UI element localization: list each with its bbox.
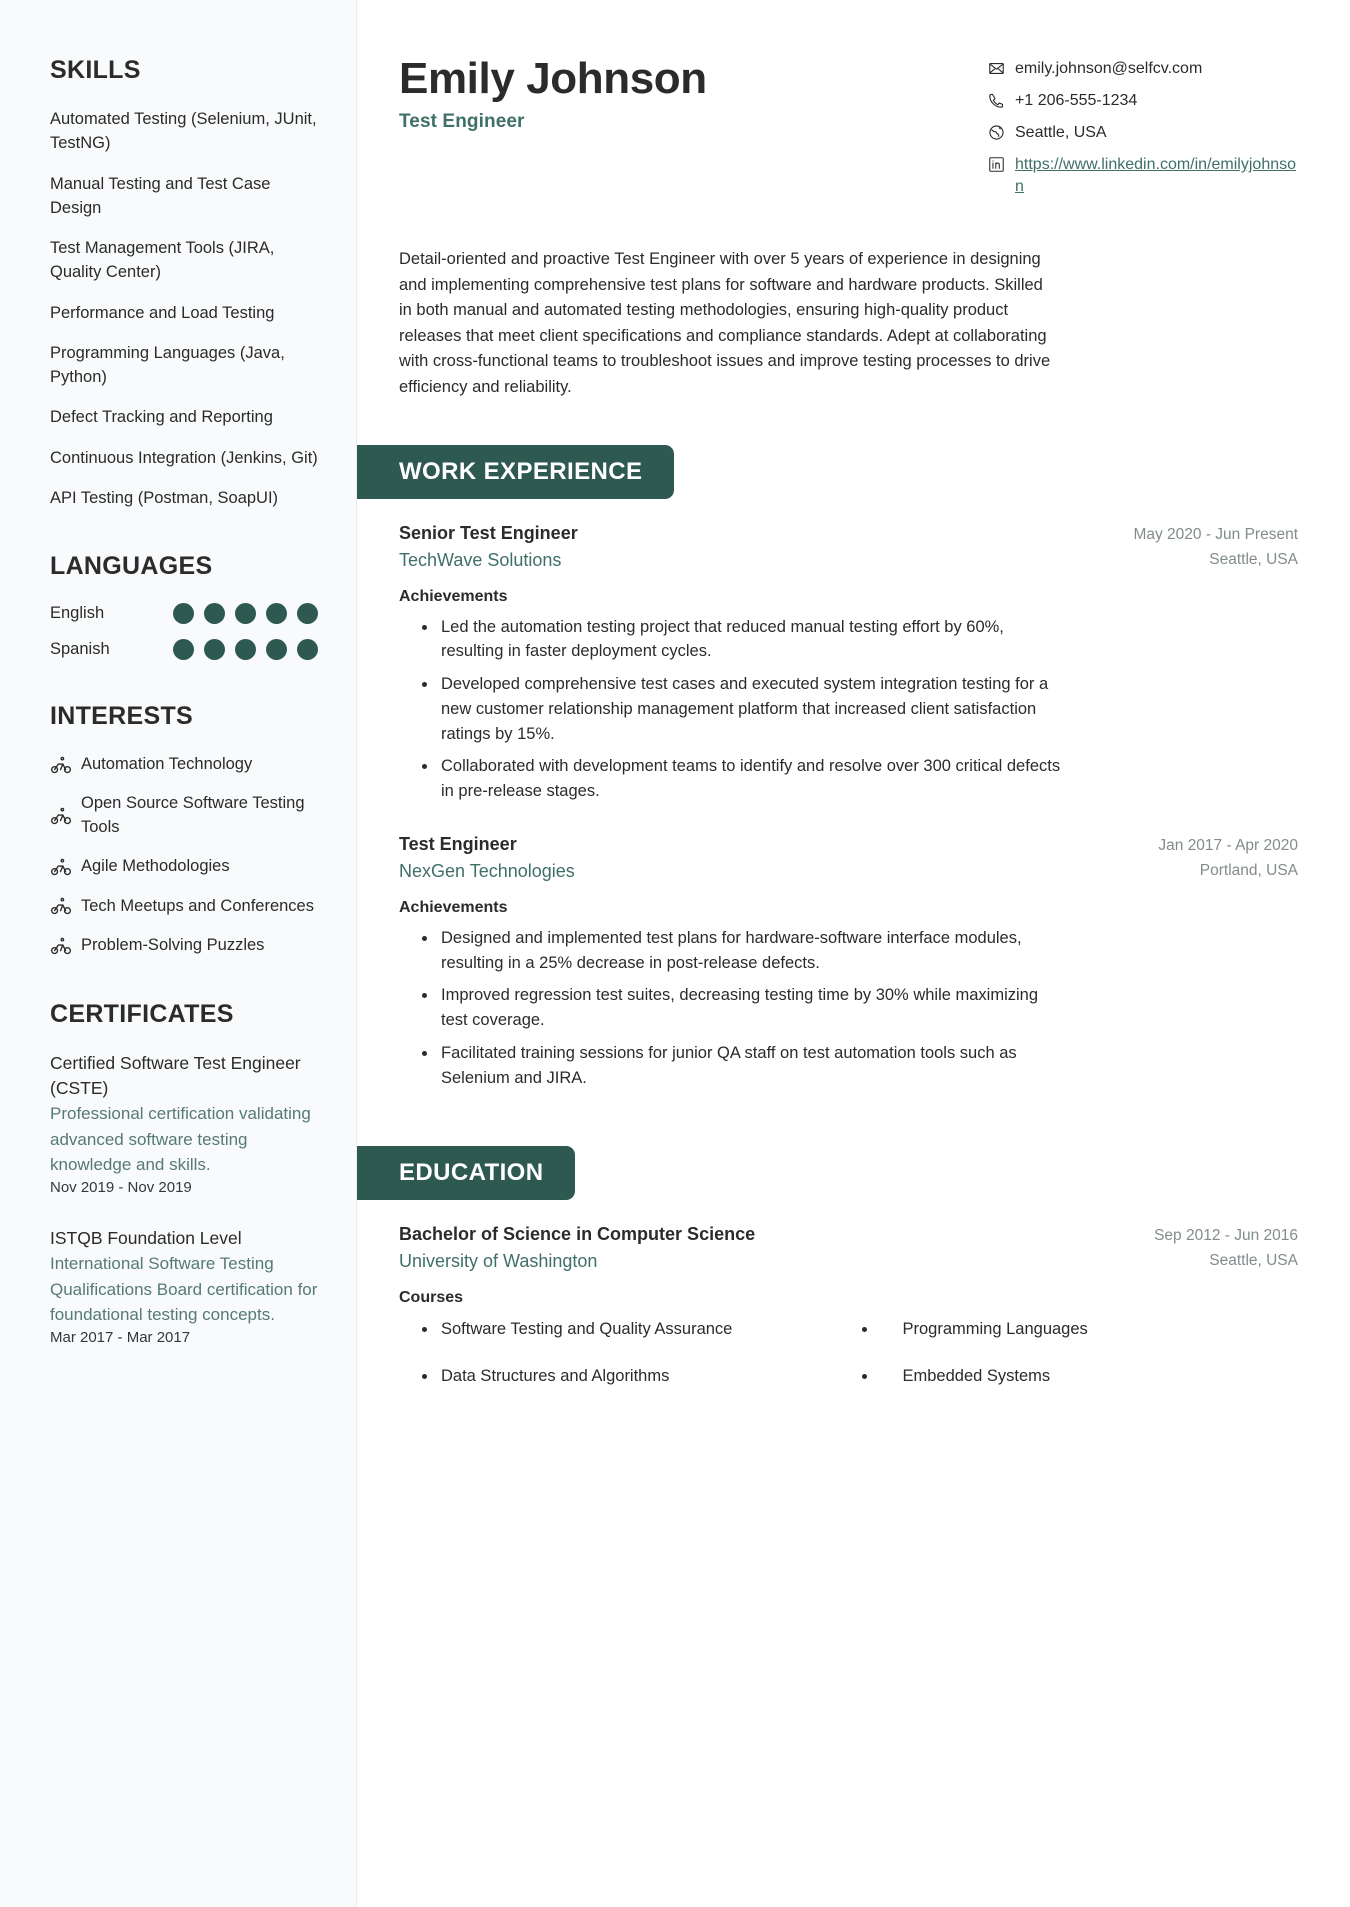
interest-item [50,753,326,776]
education-entry-header [399,1224,1298,1272]
level-dot [235,603,256,624]
contact-phone [988,90,1298,111]
bicycle-icon [50,935,72,957]
interest-item [50,792,326,839]
level-dot [204,639,225,660]
achievement-item: Collaborated with development teams to identify and resolve over 300 critical defects in pre-release stages. [441,754,1066,804]
globe-icon [988,124,1005,141]
skills-heading: SKILLS [50,56,141,84]
interest-label: Tech Meetups and Conferences [81,896,314,915]
work-role: Senior Test Engineer [399,522,578,543]
interest-item [50,934,326,957]
certificate-item [50,1226,326,1346]
interest-item [50,895,326,918]
interest-label: Problem-Solving Puzzles [81,936,265,955]
work-entry-header [399,523,1298,571]
skill-item: Continuous Integration (Jenkins, Git) [50,448,318,467]
interests-section [50,702,326,958]
language-row [50,639,326,660]
work-date: Jan 2017 - Apr 2020 [1158,836,1298,854]
skill-item: Automated Testing (Selenium, JUnit, TestNG) [50,110,317,153]
bicycle-icon [50,754,72,776]
work-location: Portland, USA [1199,861,1298,879]
job-title: Test Engineer [399,111,525,133]
language-name: Spanish [50,640,110,658]
skill-item: Defect Tracking and Reporting [50,408,273,427]
certificate-date: Nov 2019 - Nov 2019 [50,1178,192,1196]
skills-section [50,56,326,510]
education-school: University of Washington [399,1251,598,1272]
certificate-title: ISTQB Foundation Level [50,1227,242,1248]
level-dot [297,639,318,660]
main-column [357,0,1350,1907]
level-dot [173,639,194,660]
skill-item: Test Management Tools (JIRA, Quality Center) [50,239,275,282]
work-company: TechWave Solutions [399,549,562,570]
page-title: Emily Johnson [399,54,707,103]
contact-phone-text: +1 206-555-1234 [1015,92,1138,110]
skill-item: Manual Testing and Test Case Design [50,174,271,217]
certificate-item [50,1051,326,1196]
work-achievements-list [399,926,1298,1091]
course-item: Embedded Systems [881,1364,1299,1388]
bicycle-icon [50,856,72,878]
work-achievements-list [399,615,1298,804]
education-entry-meta [1154,1227,1298,1270]
course-item: Data Structures and Algorithms [441,1364,859,1388]
work-entry [399,523,1298,804]
work-entry-header [399,834,1298,882]
work-role: Test Engineer [399,833,517,854]
achievement-item: Led the automation testing project that reduced manual testing effort by 60%, resulting in faster deployment cycles. [441,615,1066,665]
skills-list [50,107,326,510]
work-entry-meta [1133,526,1298,569]
achievement-item: Designed and implemented test plans for hardware-software interface modules, resulting in a 25% decrease in post-release defects. [441,926,1066,976]
contact-linkedin-link[interactable]: https://www.linkedin.com/in/emilyjohnson [1015,156,1297,195]
language-level-dots [173,603,326,624]
interests-heading: INTERESTS [50,702,193,730]
work-date: May 2020 - Jun Present [1133,525,1298,543]
level-dot [204,603,225,624]
achievement-item: Facilitated training sessions for junior QA staff on test automation tools such as Selenium and JIRA. [441,1041,1066,1091]
interest-item [50,855,326,878]
languages-heading: LANGUAGES [50,552,213,580]
contact-list [988,48,1298,197]
course-item: Software Testing and Quality Assurance [441,1317,859,1341]
level-dot [266,639,287,660]
contact-email [988,58,1298,79]
identity-block [399,48,707,133]
certificate-date: Mar 2017 - Mar 2017 [50,1328,191,1346]
courses-label: Courses [399,1289,464,1307]
linkedin-icon [988,156,1005,173]
contact-location [988,122,1298,143]
interest-label: Open Source Software Testing Tools [81,794,305,836]
certificate-description: Professional certification validating advanced software testing knowledge and skills. [50,1104,311,1175]
bicycle-icon [50,895,72,917]
profile-summary: Detail-oriented and proactive Test Engineer with over 5 years of experience in designing and implementing comprehensive test plans for software and hardware products. Skilled in both manual and automated testing methodologies, ensuring high-quality product releases that meet client specifications and compliance standards. Adept at collaborating with cross-functional teams to troubleshoot issues and improve testing processes to drive efficiency and reliability. [399,250,1051,397]
work-entry-titles [399,834,575,882]
course-item: Programming Languages [881,1317,1299,1341]
education-banner: EDUCATION [357,1146,575,1200]
certificates-heading: CERTIFICATES [50,999,234,1028]
level-dot [173,603,194,624]
envelope-icon [988,60,1005,77]
work-experience-banner: WORK EXPERIENCE [357,445,674,499]
language-name: English [50,604,105,622]
education-degree: Bachelor of Science in Computer Science [399,1224,756,1245]
contact-location-text: Seattle, USA [1015,124,1107,142]
education-location: Seattle, USA [1209,1252,1298,1270]
work-entry-meta [1158,837,1298,880]
level-dot [297,603,318,624]
language-row [50,603,326,624]
phone-icon [988,92,1005,109]
education-entry [399,1224,1298,1410]
work-entry-titles [399,523,578,571]
education-entry-titles [399,1224,755,1272]
courses-list [399,1317,1298,1410]
work-location: Seattle, USA [1209,550,1298,568]
work-entry [399,834,1298,1091]
skill-item: API Testing (Postman, SoapUI) [50,488,279,507]
contact-linkedin[interactable] [988,154,1298,197]
achievement-item: Developed comprehensive test cases and executed system integration testing for a new customer relationship management platform that increased client satisfaction ratings by 15%. [441,672,1066,746]
achievements-label: Achievements [399,898,508,916]
language-level-dots [173,639,326,660]
resume-header [399,48,1298,197]
skill-item: Programming Languages (Java, Python) [50,343,285,386]
work-company: NexGen Technologies [399,860,575,881]
interest-label: Automation Technology [81,755,253,773]
certificate-title: Certified Software Test Engineer (CSTE) [50,1052,301,1098]
level-dot [235,639,256,660]
certificates-section [50,1000,326,1346]
achievement-item: Improved regression test suites, decreasing testing time by 30% while maximizing test coverage. [441,983,1066,1033]
education-date: Sep 2012 - Jun 2016 [1154,1227,1298,1245]
languages-section [50,552,326,660]
level-dot [266,603,287,624]
skill-item: Performance and Load Testing [50,303,275,322]
interest-label: Agile Methodologies [81,857,230,876]
sidebar [0,0,357,1907]
contact-email-text: emily.johnson@selfcv.com [1015,60,1203,77]
bicycle-icon [50,805,72,827]
certificate-description: International Software Testing Qualifications Board certification for foundational testing concepts. [50,1254,318,1325]
achievements-label: Achievements [399,587,508,605]
